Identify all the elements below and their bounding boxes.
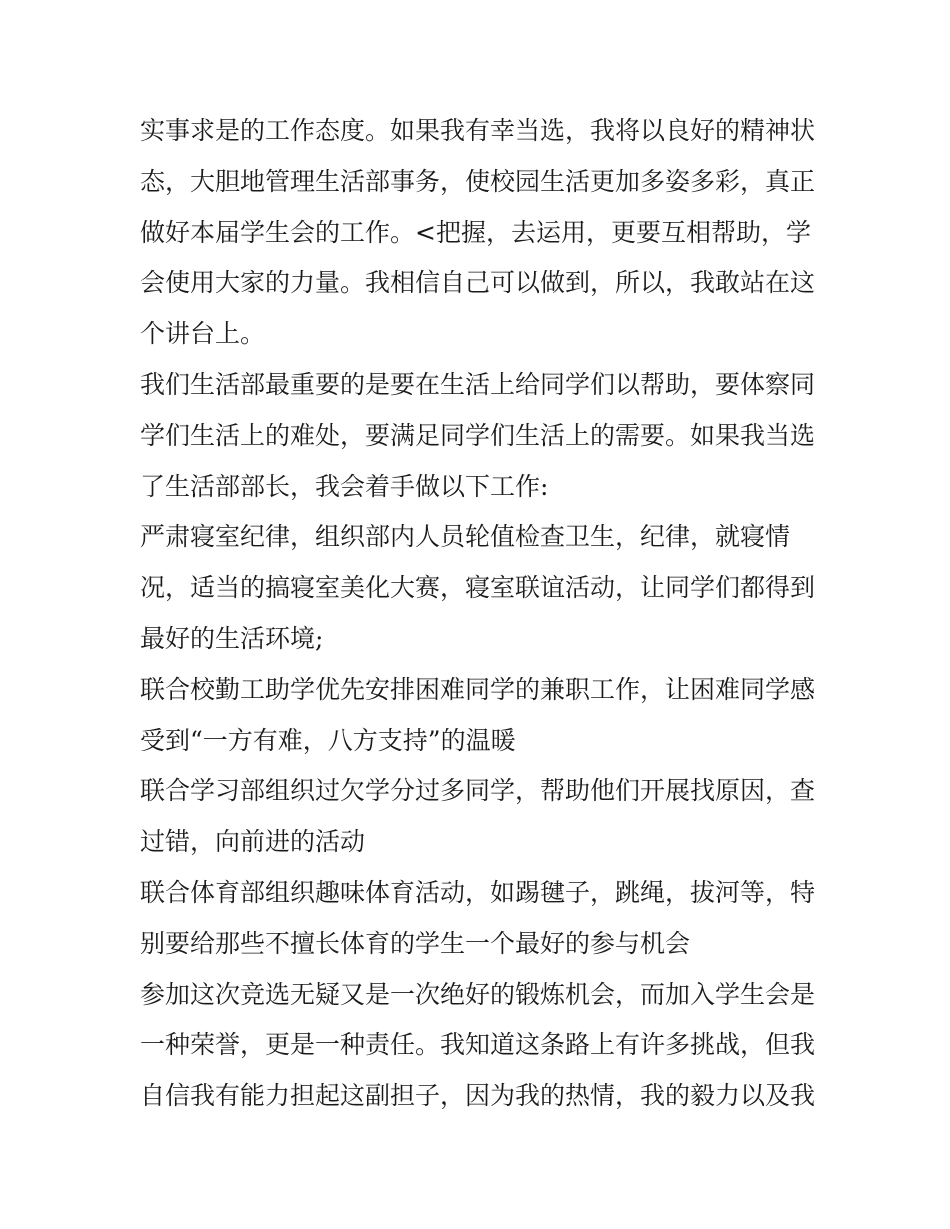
text-line: 会使用大家的力量。我相信自己可以做到，所以，我敢站在这 <box>140 268 816 298</box>
text-line: 严肃寝室纪律，组织部内人员轮值检查卫生，纪律，就寝情 <box>140 522 791 552</box>
text-line: 我们生活部最重要的是要在生活上给同学们以帮助，要体察同 <box>140 369 816 399</box>
text-line: 态，大胆地管理生活部事务，使校园生活更加多姿多彩，真正 <box>140 166 816 196</box>
text-line: 实事求是的工作态度。如果我有幸当选，我将以良好的精神状 <box>140 116 816 145</box>
text-line: 自信我有能力担起这副担子，因为我的热情，我的毅力以及我 <box>140 1081 816 1111</box>
text-line: 了生活部部长，我会着手做以下工作: <box>140 471 549 501</box>
text-line: 最好的生活环境; <box>140 623 324 653</box>
text-line: 况，适当的搞寝室美化大赛，寝室联谊活动，让同学们都得到 <box>140 573 816 603</box>
text-line: 个讲台上。 <box>140 319 266 349</box>
body-text <box>140 106 820 1122</box>
text-line: 一种荣誉，更是一种责任。我知道这条路上有许多挑战，但我 <box>140 1030 816 1060</box>
text-line: 别要给那些不擅长体育的学生一个最好的参与机会 <box>140 928 691 958</box>
text-line: 联合校勤工助学优先安排困难同学的兼职工作，让困难同学感 <box>140 674 816 704</box>
text-line: 学们生活上的难处，要满足同学们生活上的需要。如果我当选 <box>140 420 816 450</box>
text-line: 联合学习部组织过欠学分过多同学，帮助他们开展找原因，查 <box>140 776 816 806</box>
text-line: 联合体育部组织趣味体育活动，如踢毽子，跳绳，拔河等，特 <box>140 877 816 907</box>
text-line: 做好本届学生会的工作。<把握，去运用，更要互相帮助，学 <box>140 217 811 247</box>
text-line: 受到“一方有难，八方支持”的温暖 <box>140 725 516 755</box>
text-line: 过错，向前进的活动 <box>140 827 366 857</box>
text-line: 参加这次竞选无疑又是一次绝好的锻炼机会，而加入学生会是 <box>140 979 816 1009</box>
